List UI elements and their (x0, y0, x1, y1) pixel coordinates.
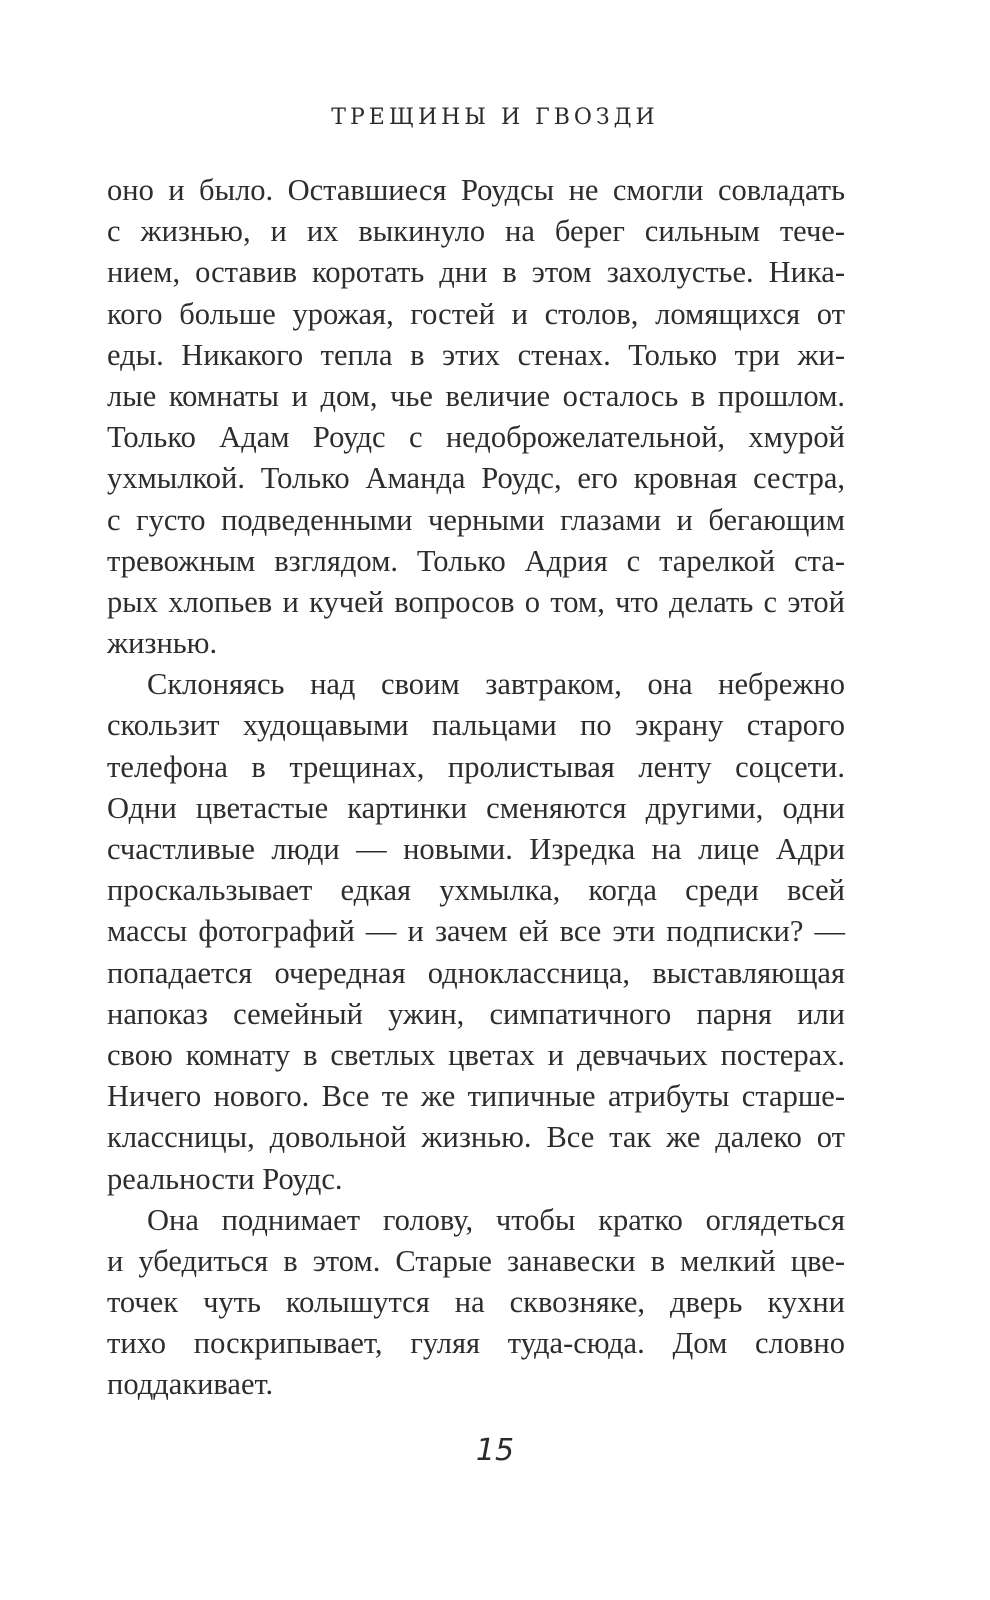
text-line: Ничего нового. Все те же типичные атрибуты старше- (107, 1079, 845, 1114)
text-line: Только Адам Роудс с недоброжелательной, хмурой (107, 420, 845, 455)
text-line: тихо поскрипывает, гуляя туда-сюда. Дом словно (107, 1326, 845, 1361)
text-line: ухмылкой. Только Аманда Роудс, его кровная сестра, (107, 461, 845, 496)
text-line: нием, оставив коротать дни в этом захолустье. Ника- (107, 255, 845, 290)
text-line: счастливые люди — новыми. Изредка на лице Адри (107, 832, 845, 866)
text-line: тревожным взглядом. Только Адрия с тарелкой ста- (107, 543, 845, 578)
text-line: попадается очередная одноклассница, выставляющая (107, 955, 845, 990)
text-line: реальности Роудс. (107, 1161, 343, 1196)
text-line: кого больше урожая, гостей и столов, ломящихся от (107, 296, 845, 331)
text-line: Она поднимает голову, чтобы кратко оглядеться (147, 1202, 845, 1237)
text-line: Одни цветастые картинки сменяются другими, одни (107, 790, 845, 825)
text-line: классницы, довольной жизнью. Все так же далеко от (107, 1120, 845, 1155)
page-number: 15 (475, 1433, 515, 1468)
text-line: рых хлопьев и кучей вопросов о том, что делать с этой (107, 584, 845, 619)
text-line: точек чуть колышутся на сквозняке, дверь кухни (107, 1285, 845, 1320)
body-text (107, 170, 845, 1406)
text-line: жизнью. (107, 626, 218, 661)
text-line: оно и было. Оставшиеся Роудсы не смогли совладать (107, 173, 845, 207)
text-line: телефона в трещинах, пролистывая ленту соцсети. (107, 749, 845, 784)
text-line: еды. Никакого тепла в этих стенах. Только три жи- (107, 337, 845, 372)
text-line: поддакивает. (107, 1367, 274, 1402)
text-line: свою комнату в светлых цветах и девчачьих постерах. (107, 1037, 845, 1072)
text-line: массы фотографий — и зачем ей все эти подписки? — (107, 914, 845, 949)
running-head: ТРЕЩИНЫ И ГВОЗДИ (331, 105, 659, 130)
text-line: Склоняясь над своим завтраком, она небрежно (147, 667, 845, 702)
text-line: проскальзывает едкая ухмылка, когда среди всей (107, 873, 845, 908)
text-line: и убедиться в этом. Старые занавески в мелкий цве- (107, 1243, 845, 1278)
paragraph-1 (107, 170, 845, 664)
text-line: скользит худощавыми пальцами по экрану старого (107, 708, 845, 743)
paragraph-2 (107, 664, 845, 1199)
text-line: с жизнью, и их выкинуло на берег сильным тече- (107, 214, 845, 249)
paragraph-3 (107, 1200, 845, 1406)
text-line: напоказ семейный ужин, симпатичного парня или (107, 996, 845, 1031)
text-line: лые комнаты и дом, чье величие осталось в прошлом. (107, 378, 845, 413)
text-line: с густо подведенными черными глазами и бегающим (107, 502, 845, 537)
